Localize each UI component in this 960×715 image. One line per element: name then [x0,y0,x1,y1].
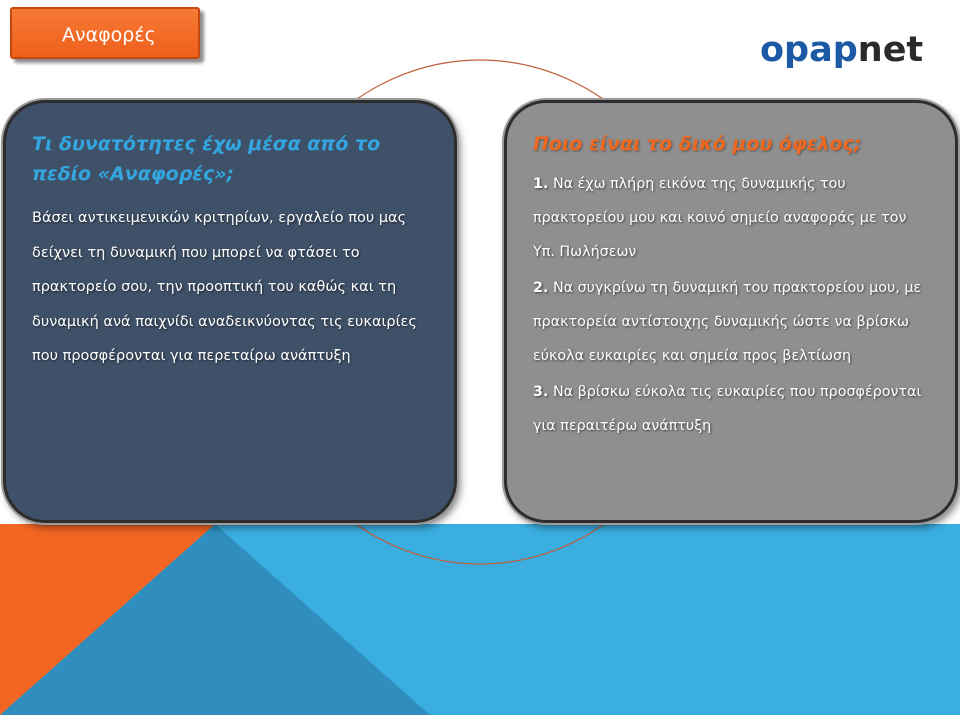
logo-part-net: net [857,30,924,70]
capabilities-panel [3,100,457,523]
benefit-item [533,167,931,269]
benefits-list [533,167,931,443]
benefit-item [533,375,931,443]
benefit-number: 3. [533,384,549,400]
capabilities-text: Βάσει αντικειμενικών κριτηρίων, εργαλείο που μας δείχνει τη δυναμική που μπορεί να φτάσει το πρακτορείο σου, την προοπτική του καθώς και τη δυναμική ανά παιχνίδι αναδεικνύοντας τις ευκαιρίες που προσφέρονται για περεταίρω ανάπτυξη [32,210,417,364]
section-title-tab [10,7,200,59]
benefits-heading: Ποιο είναι το δικό μου όφελος; [533,133,862,155]
logo-part-opap: opap [760,30,858,70]
benefits-panel [504,100,958,523]
benefit-text: Να έχω πλήρη εικόνα της δυναμικής του πρακτορείου μου και κοινό σημείο αναφοράς με τον Υπ. Πωλήσεων [533,176,907,260]
capabilities-heading: Τι δυνατότητες έχω μέσα από το πεδίο «Αναφορές»; [32,133,381,185]
benefit-text: Να συγκρίνω τη δυναμική του πρακτορείου μου, με πρακτορεία αντίστοιχης δυναμικής ώστε να βρίσκω εύκολα ευκαιρίες και σημεία προς βελτίωση [533,280,922,364]
section-title: Αναφορές [62,24,156,46]
opapnet-logo [760,30,923,70]
benefit-item [533,271,931,373]
benefit-number: 1. [533,176,549,192]
benefit-text: Να βρίσκω εύκολα τις ευκαιρίες που προσφέρονται για περαιτέρω ανάπτυξη [533,384,922,434]
benefit-number: 2. [533,280,549,296]
